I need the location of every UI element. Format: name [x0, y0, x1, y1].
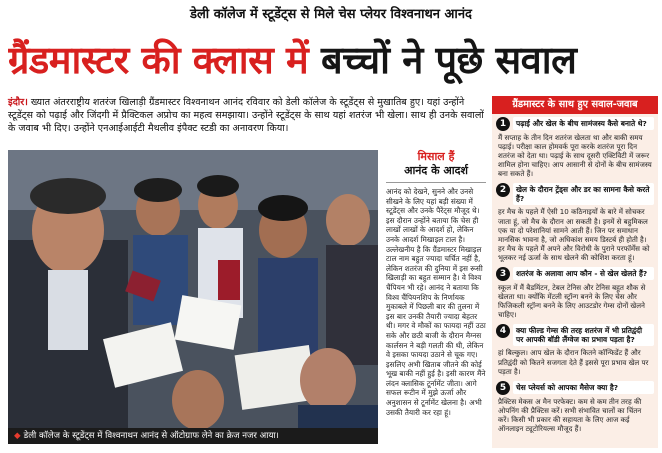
qa-question-row — [496, 117, 654, 131]
intro-text: ख्यात अंतरराष्ट्रीय शतरंज खिलाड़ी ग्रैंडमास्टर विश्वनाथन आनंद रविवार को डेली कॉलेज के स्टूडेंट्स से मुखातिब हुए। यहां उन्होंने स्टूडेंट्स को पढ़ाई और जिंदगी में प्रैक्टिकल अप्रोच का महत्व समझाया। उन्होंने स्टूडेंट्स के साथ यहां शतरंज भी खेला। साथ ही उनके सवालों के जवाब भी दिए। उन्होंने एनआईआईटी मैथलीव इंपैक्ट स्टडी का अनावरण किया। — [8, 97, 484, 134]
dateline: इंदौर। — [8, 97, 28, 108]
headline-part-red: ग्रैंडमास्टर की क्लास में — [8, 38, 309, 82]
news-photo — [8, 150, 378, 444]
sidebar-subtitle: आनंद के आदर्श — [404, 164, 468, 177]
qa-answer: हां बिल्कुल। आप खेल के दौरान कितने कॉन्फिडेंट हैं और प्रतिद्वंदी को कितने सजगता देते हैं इससे पूरा प्रभाव खेल पर पड़ता है। — [498, 348, 649, 376]
qa-question: पढ़ाई और खेल के बीच सामंजस्य कैसे बनाते थे? — [513, 117, 654, 130]
qa-item — [492, 321, 658, 377]
main-headline — [8, 30, 658, 90]
qa-item — [492, 264, 658, 321]
qa-number-badge: 1 — [496, 117, 510, 131]
qa-number-badge: 5 — [496, 381, 510, 395]
qa-question-row — [496, 183, 654, 205]
sidebar-title: मिसाल हैं — [417, 150, 455, 163]
qa-item — [492, 378, 658, 435]
photo-illustration — [8, 150, 378, 444]
sidebar-divider — [386, 182, 486, 183]
caption-bullet-icon: ◆ — [14, 431, 21, 441]
qa-question: शतरंज के अलावा आप कौन - से खेल खेलते हैं? — [513, 267, 654, 280]
qa-answer: मैं सप्ताह के तीन दिन शतरंज खेलता था और बाकी समय पढ़ाई। परीक्षा काल होमवर्क पूरा करके शतरंज पूरा दिन शतरंज को देता था। पढ़ाई के साथ दूसरी एक्टिविटी में जरूर शामिल होना चाहिए। आप आसानी से दोनों के बीच सामंजस्य बना सकते हैं। — [498, 133, 652, 179]
qa-item — [492, 114, 658, 180]
headline-part-black: बच्चों ने पूछे सवाल — [320, 38, 577, 82]
qa-question-row — [496, 381, 654, 395]
qa-item — [492, 180, 658, 264]
qa-question: क्या फील्ड गेम्स की तरह शतरंज में भी प्रतिद्वंदी पर आपकी बॉडी लैंग्वेज का प्रभाव पड़ता है? — [513, 324, 654, 346]
qa-answer: स्कूल में मैं बैडमिंटन, टेबल टेनिस और टेनिस बहुत शौक से खेलता था। क्योंकि मेंटली स्ट्रॉन्ग बनने के लिए चेस और फिजिकली स्ट्रॉन्ग बनने के लिए आउटडोर गेम्स दोनों खेलने चाहिए। — [498, 283, 646, 320]
qa-answer: प्रैक्टिस मेकस अ मैन परफेक्ट। कम से कम तीन तरह की ओपनिंग की प्रैक्टिस करें। सभी संभावित चालों का चिंतन करें। किसी भी प्रकार की सहायता के लिए आज कई ऑनलाइन ट्यूटोरियल्स मौजूद हैं। — [498, 396, 642, 433]
sidebar-body: आनंद को देखने, सुनने और उनसे सीखने के लिए यहां बड़ी संख्या में स्टूडेंट्स और उनके पैरेंट्स मौजूद थे। इस दौरान उन्होंने बताया कि चेस ही लाखों लाखों के आदर्श हो, लेकिन उनके आदर्श मिखाइल टाल है। उल्लेखनीय है कि ग्रैंडमास्टर मिखाइल टाल नाम बहुत ज्यादा चर्चित नहीं है, लेकिन शतरंज की दुनिया में इस रूसी खिलाड़ी का बहुत सम्मान है। वे विश्व चैंपियन भी रहे। आनंद ने बताया कि विश्व चैंपियनशिप के निर्णायक मुकाबले में पिछली बार की तुलना में इस बार उनकी तैयारी ज्यादा बेहतर थी। मगर वे मौकों का फायदा नहीं उठा सके और छठी बाजी के दौरान मैग्नस कार्लसन ने बड़ी गलती की थी, लेकिन वे इसका फायदा उठाने से चूक गए। इसलिए अभी खिताब जीतने की कोई भूख बाकी नहीं हुई है। इसी कारण मैंने लंदन क्लासिक टूर्नामेंट जीता। आगे सफल रूटीन में मुझे ऊर्जा और अनुशासन से टूर्नामेंट खेलना है। अभी उसकी तैयारी कर रहा हूं। — [386, 187, 486, 417]
qa-answer: हर मैच के पहले मैं ऐसी 10 कठिनाइयों के बारे में सोचकर जाता हूं, जो मैच के दौरान आ सकती है। इनमें से बहुमिकल एक या दो परेशानियां सामने आती हैं। जिन पर समाधान मानसिक भावना है, जो अधिकांश समय डिस्टर्ब ही होती है। हर मैच के पहले मैं अपने और विरोधी के पुराने परफॉर्मेंस को भूलकर नई ऊर्जा के साथ खेलने की कोशिश करता हूं। — [498, 207, 650, 262]
kicker-headline: डेली कॉलेज में स्टूडेंट्स से मिले चेस प्लेयर विश्वनाथन आनंद — [190, 7, 472, 22]
qa-question-row — [496, 324, 654, 346]
qa-question: चेस प्लेयर्स को आपका मैसेज क्या है? — [513, 381, 654, 394]
photo-caption-text: डेली कॉलेज के स्टूडेंट्स में विश्वनाथन आनंद से ऑटोग्राफ लेने का क्रेज नजर आया। — [23, 431, 279, 441]
photo-caption — [8, 428, 378, 444]
qa-question-row — [496, 267, 654, 281]
intro-paragraph — [8, 96, 486, 135]
qa-number-badge: 3 — [496, 267, 510, 281]
qa-question: खेल के दौरान ट्रेंड्स और डर का सामना कैसे करते हैं? — [513, 183, 654, 205]
qa-header: ग्रैंडमास्टर के साथ हुए सवाल-जवाब — [492, 96, 658, 114]
qa-number-badge: 4 — [496, 324, 510, 338]
sidebar-column — [386, 150, 486, 417]
qa-number-badge: 2 — [496, 183, 510, 197]
qa-panel — [492, 96, 658, 448]
